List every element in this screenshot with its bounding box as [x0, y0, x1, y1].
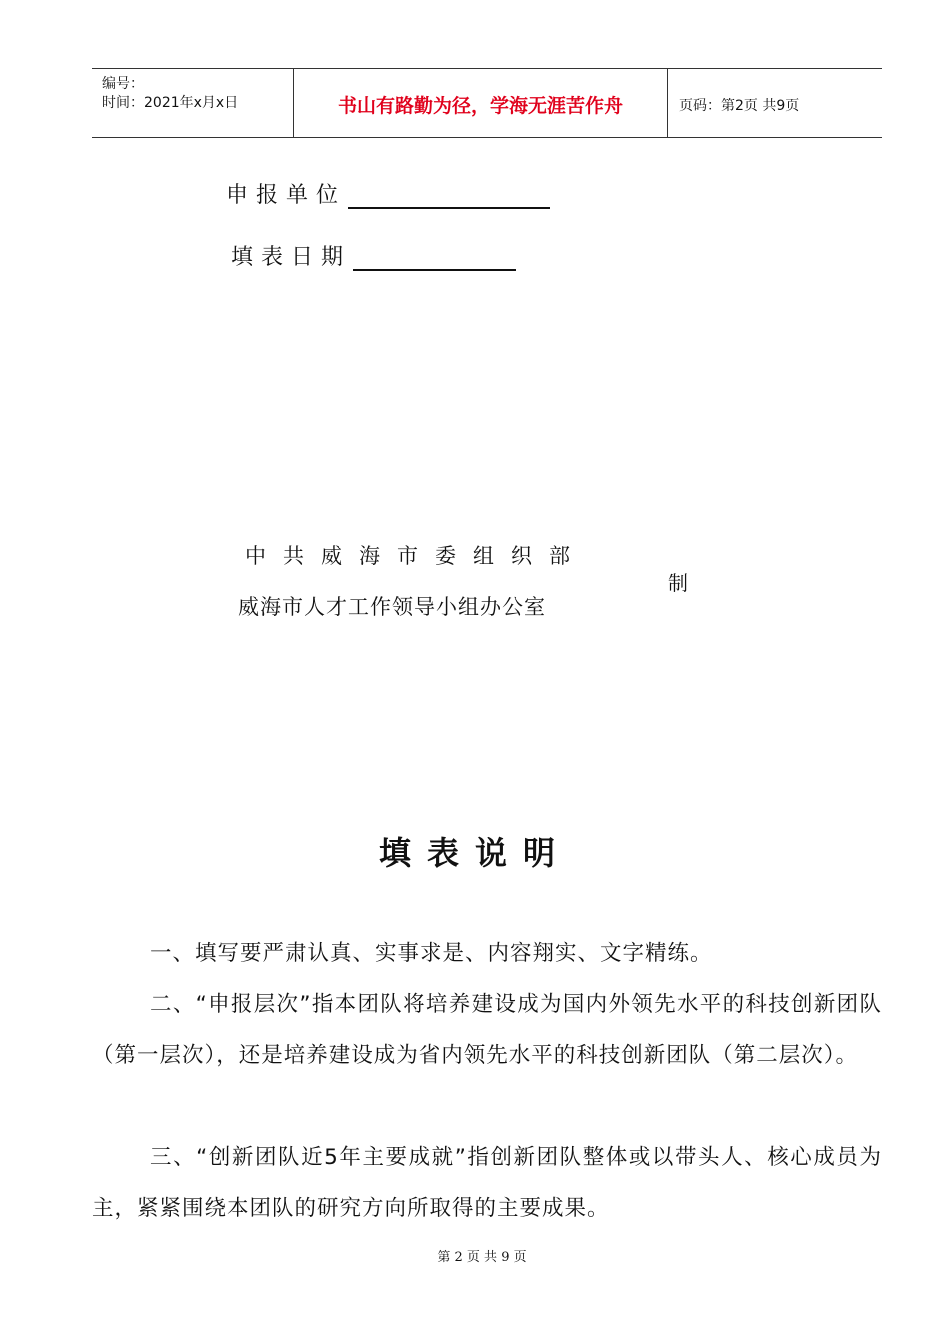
- fill-date-blank[interactable]: [353, 243, 516, 271]
- instructions-title: 填表说明: [378, 834, 571, 872]
- issuer-suffix: 制: [668, 571, 688, 595]
- page-footer: 第 2 页 共 9 页: [437, 1250, 527, 1265]
- instruction-item-2: 二、“申报层次”指本团队将培养建设成为国内外领先水平的科技创新团队（第一层次），还是培养建设成为省内领先水平的科技创新团队（第二层次）。: [92, 992, 882, 1068]
- header-motto: 书山有路勤为径，学海无涯苦作舟: [337, 95, 623, 117]
- header-page-cell: [667, 69, 882, 137]
- application-unit-blank[interactable]: [348, 181, 550, 209]
- fill-date-label: 填表日期: [231, 245, 352, 270]
- application-unit-label: 申报单位: [226, 183, 347, 208]
- header-motto-cell: [293, 69, 668, 137]
- header-meta-cell: [92, 69, 293, 137]
- issuer-org-2: 威海市人才工作领导小组办公室: [238, 595, 546, 619]
- document-number-label: 编号：: [102, 76, 144, 92]
- fill-date-field: [231, 240, 516, 271]
- instruction-item-3: 三、“创新团队近5年主要成就”指创新团队整体或以带头人、核心成员为主，紧紧围绕本团队的研究方向所取得的主要成果。: [92, 1145, 882, 1221]
- issuer-org-1: 中共威海市委组织部: [245, 544, 587, 568]
- application-unit-field: [226, 178, 550, 209]
- document-header: [92, 68, 882, 138]
- instruction-item-1: 一、填写要严肃认真、实事求是、内容翔实、文字精练。: [150, 941, 713, 966]
- document-time-label: 时间：2021年x月x日: [102, 95, 239, 111]
- header-page-info: 页码：第2页 共9页: [679, 98, 800, 114]
